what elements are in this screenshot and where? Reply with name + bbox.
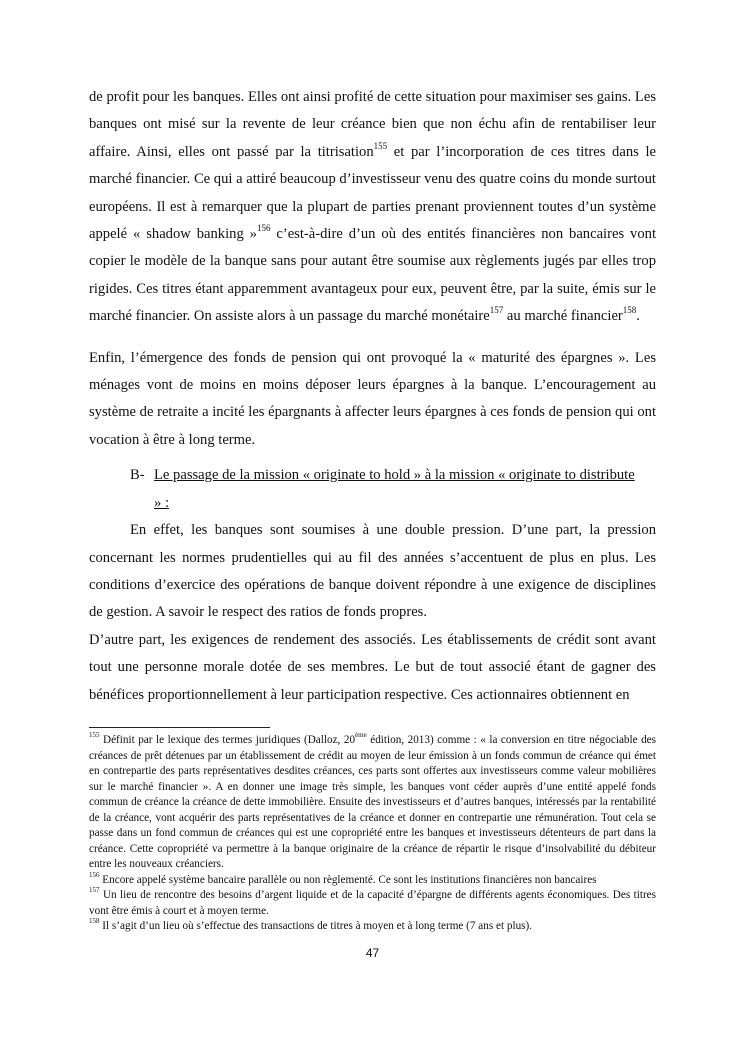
footnotes bbox=[89, 733, 656, 935]
paragraph-fonds-pension: Enfin, l’émergence des fonds de pension qui ont provoqué la « maturité des épargnes ». Les ménages vont de moins en moins déposer leurs épargnes à la banque. L’encouragement au système de retraite a incité les épargnants à affecter leurs épargnes à ces fonds de pension qui ont vocation à être à long terme. bbox=[89, 349, 656, 448]
paragraph-text: et par l’incorporation de ces titres dans le marché financier. Ce qui a attiré beaucoup d’investisseur venu des quatre coins du monde surtout européens. Il est à remarquer que la plupart de parties prenant proviennent toutes d’un système appelé « shadow banking » bbox=[89, 143, 656, 243]
footnote-ref-158[interactable]: 158 bbox=[622, 305, 637, 316]
page-body bbox=[89, 84, 656, 709]
footnote-156: $^{156}$ Encore appelé système bancaire parallèle ou non règlementé. Ce sont les institutions financières non bancaires bbox=[89, 870, 597, 886]
paragraph-text: . bbox=[636, 308, 640, 325]
paragraph-text: c’est-à-dire d’un où des entités financières non bancaires vont copier le modèle de la banque sans pour autant être soumise aux règlements jugés par elles trop rigides. Ces titres étant apparemment avantageux pour eux, peuvent être, par la suite, émis sur le marché financier. On assiste alors à un passage du marché monétaire bbox=[89, 226, 656, 325]
footnote-divider bbox=[89, 727, 270, 728]
paragraph-double-pression: En effet, les banques sont soumises à une double pression. D’une part, la pression concernant les normes prudentielles qui au fil des années s’accentuent de plus en plus. Les conditions d’exercice des opérations de banque doivent répondre à une exigence de disciplines de gestion. A savoir le respect des ratios de fonds propres. bbox=[89, 522, 656, 621]
footnote-155: $^{155}$ Définit par le lexique des termes juridiques (Dalloz, 20ème édition, 2013) comme : « la conversion en titre négociable des créances de prêt détenues par un établissement de crédit au moyen de leur émission à un fonds commun de créance qui émet en contrepartie des parts représentatives desdites créances, ces parts sont offertes aux investisseurs comme valeur mobilières sur le marché financier ». A en donner une image très simple, les banques vont céder auprès d’une entité appelé fonds commun de créance la créance de dette immobilière. Ensuite des investisseurs et d’autres banques, intéressés par la rentabilité de la créance, vont acquérir des parts représentatives de la créance et donner en contrepartie une rémunération. Tout cela se passe dans un fond commun de créances qui est une copropriété entre les banques et investisseurs détenteurs de part dans la créance. Cette copropriété va permettre à la banque originaire de la créance de répartir le risque d’insolvabilité du débiteur entre les nouveaux créanciers. bbox=[89, 731, 656, 870]
footnote-158: $^{158}$ Il s’agit d’un lieu où s’effectue des transactions de titres à moyen et à long terme (7 ans et plus). bbox=[89, 917, 533, 932]
paragraph-rendement: D’autre part, les exigences de rendement des associés. Les établissements de crédit sont avant tout une personne morale dotée de ses membres. Le but de tout associé étant de gagner des bénéfices proportionnellement à leur participation respective. Ces actionnaires obtiennent en bbox=[89, 631, 656, 703]
page-number: 47 bbox=[365, 946, 380, 960]
footnote-ref-157[interactable]: 157 bbox=[489, 305, 504, 316]
section-heading bbox=[130, 462, 656, 517]
footnote-157: $^{157}$ Un lieu de rencontre des besoins d’argent liquide et de la capacité d’épargne de différents agents économiques. Des titres vont être émis à court et à moyen terme. bbox=[89, 886, 656, 917]
footnote-ref-156[interactable]: 156 bbox=[256, 223, 271, 234]
footnote-ref-155[interactable]: 155 bbox=[373, 140, 388, 151]
paragraph-text: au marché financier bbox=[503, 308, 623, 325]
section-heading-label: B- bbox=[130, 467, 145, 484]
paragraph-text: de profit pour les banques. Elles ont ainsi profité de cette situation pour maximiser ses gains. Les banques ont misé sur la revente de leur créance bien que non échu afin de rentabiliser leur affaire. Ainsi, elles ont passé par la titrisation bbox=[89, 89, 656, 160]
section-heading-title: Le passage de la mission « originate to hold » à la mission « originate to distribute » : bbox=[154, 467, 635, 511]
paragraph-titrisation bbox=[89, 84, 656, 331]
